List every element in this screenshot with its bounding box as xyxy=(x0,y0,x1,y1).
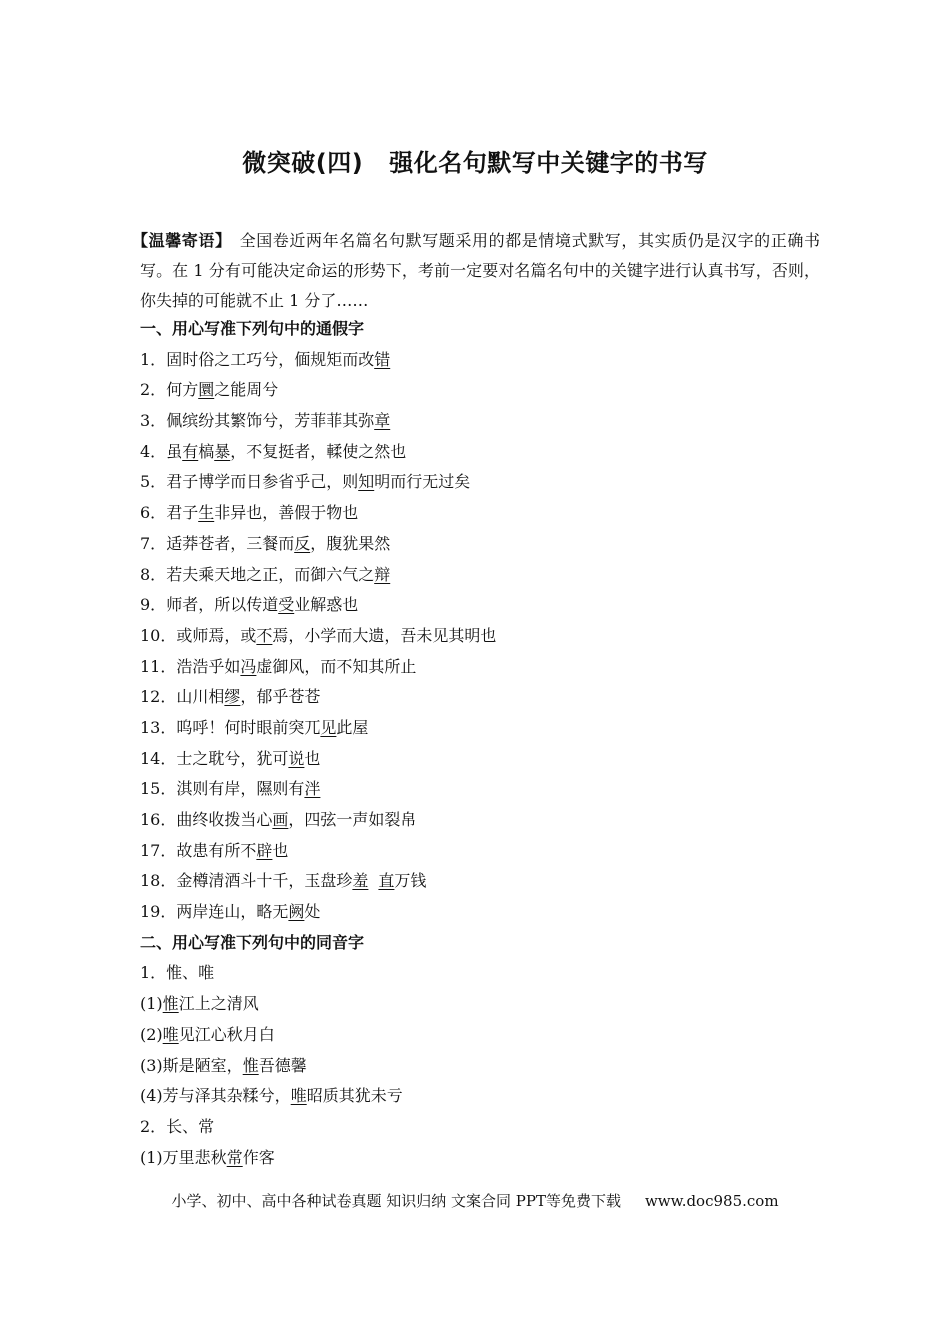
key-character: 章 xyxy=(374,411,391,431)
item-text: 金樽清酒斗十千，玉盘珍 xyxy=(176,871,353,891)
list-item xyxy=(140,682,820,713)
key-character: 圜 xyxy=(198,380,215,400)
item-number: 8． xyxy=(140,564,167,584)
key-character: 知 xyxy=(358,472,375,492)
item-number: 4． xyxy=(140,441,167,461)
item-text: ，腹犹果然 xyxy=(310,533,391,553)
page-title xyxy=(0,143,950,183)
key-character: 说 xyxy=(288,748,305,768)
item-text: 君子博学而日参省乎己，则 xyxy=(166,472,359,492)
group-label: 2．长、常 xyxy=(140,1116,215,1136)
key-character: 缪 xyxy=(224,687,241,707)
item-text: 非异也，善假于物也 xyxy=(214,503,359,523)
list-item xyxy=(140,590,820,621)
item-number: 3． xyxy=(140,411,167,431)
list-item xyxy=(140,744,820,775)
item-text: 作客 xyxy=(242,1147,275,1167)
item-text: 焉，小学而大遗，吾未见其明也 xyxy=(272,625,497,645)
list-item xyxy=(140,406,820,437)
item-text: 也 xyxy=(304,748,321,768)
item-number: 13． xyxy=(140,717,177,737)
item-text: 此屋 xyxy=(336,717,369,737)
section-1-heading: 一、用心写准下列句中的通假字 xyxy=(140,319,365,338)
key-character: 阙 xyxy=(288,902,305,922)
list-item xyxy=(140,437,820,468)
key-character: 生 xyxy=(198,503,215,523)
item-number: 5． xyxy=(140,472,167,492)
item-text: 佩缤纷其繁饰兮，芳菲菲其弥 xyxy=(166,411,375,431)
key-character: 辩 xyxy=(374,564,391,584)
key-character: 直 xyxy=(378,871,395,891)
list-item xyxy=(140,836,820,867)
item-text: 之能周兮 xyxy=(214,380,279,400)
item-number: 9． xyxy=(140,595,167,615)
item-text: 何方 xyxy=(166,380,199,400)
key-character: 见 xyxy=(320,717,337,737)
key-character: 常 xyxy=(226,1147,243,1167)
item-text: 昭质其犹未亏 xyxy=(306,1086,403,1106)
item-text: ，四弦一声如裂帛 xyxy=(288,810,417,829)
item-number: 14． xyxy=(140,748,177,768)
item-text: 士之耽兮，犹可 xyxy=(176,748,289,768)
item-text: 淇则有岸，隰则有 xyxy=(176,779,305,799)
key-character: 不 xyxy=(256,625,273,645)
item-text: 万钱 xyxy=(394,871,427,891)
list-item xyxy=(140,805,820,836)
item-text: 处 xyxy=(304,902,321,922)
exercise-list xyxy=(140,314,820,1173)
item-number: 10． xyxy=(140,625,177,645)
list-item xyxy=(140,1051,820,1082)
item-text: 江上之清风 xyxy=(178,994,259,1014)
tip-label: 【温馨寄语】 xyxy=(132,231,232,250)
item-text: 两岸连山，略无 xyxy=(176,902,289,922)
item-text: 曲终收拨当心 xyxy=(176,810,273,829)
item-number: (1) xyxy=(140,994,163,1014)
item-text: 槁 xyxy=(198,441,215,461)
item-number: (3) xyxy=(140,1055,163,1075)
group-label: 1．惟、唯 xyxy=(140,963,215,983)
item-text: ，郁乎苍苍 xyxy=(240,687,321,707)
item-text: 若夫乘天地之正，而御六气之 xyxy=(166,564,375,584)
item-text: 故患有所不 xyxy=(176,840,257,860)
list-item xyxy=(140,989,820,1020)
item-text: 见江心秋月白 xyxy=(178,1024,275,1044)
footer-website: www.doc985.com xyxy=(644,1192,779,1210)
list-item xyxy=(140,1143,820,1174)
item-number: 11． xyxy=(140,656,177,676)
key-character: 辟 xyxy=(256,840,273,860)
item-text: 斯是陋室， xyxy=(162,1055,243,1075)
tip-text: 全国卷近两年名篇名句默写题采用的都是情境式默写，其实质仍是汉字的正确书写。在 1 分有可能决定命运的形势下，考前一定要对名篇名句中的关键字进行认真书写，否则，你失掉的可能就不止 1 分了…… xyxy=(140,231,820,310)
item-text: ，不复挺者，輮使之然也 xyxy=(230,441,407,461)
key-character: 唯 xyxy=(162,1024,179,1044)
item-text: 吾德馨 xyxy=(258,1055,307,1075)
item-number: 12． xyxy=(140,687,177,707)
title-part-2: 强化名句默写中关键字的书写 xyxy=(389,149,708,177)
item-number: 18． xyxy=(140,871,177,891)
item-number: 7． xyxy=(140,533,167,553)
item-text: 浩浩乎如 xyxy=(176,656,241,676)
key-character: 暴 xyxy=(214,441,231,461)
list-item xyxy=(140,713,820,744)
list-item xyxy=(140,1081,820,1112)
item-number: 6． xyxy=(140,503,167,523)
item-text: 虽 xyxy=(166,441,183,461)
page-footer xyxy=(0,1188,950,1214)
key-character: 唯 xyxy=(290,1086,307,1106)
item-text: 适莽苍者，三餐而 xyxy=(166,533,295,553)
item-text: 固时俗之工巧兮，偭规矩而改 xyxy=(166,349,375,369)
list-item xyxy=(140,652,820,683)
key-character: 羞 xyxy=(352,871,369,891)
item-text: 芳与泽其杂糅兮， xyxy=(162,1086,291,1106)
list-item xyxy=(140,897,820,928)
key-character: 泮 xyxy=(304,779,321,799)
list-item xyxy=(140,1020,820,1051)
list-item xyxy=(140,866,820,897)
item-text: 也 xyxy=(272,840,289,860)
list-item xyxy=(140,774,820,805)
item-number: (1) xyxy=(140,1147,163,1167)
item-number: 19． xyxy=(140,902,177,922)
tip-paragraph xyxy=(132,226,820,316)
key-character: 画 xyxy=(272,810,289,829)
key-character: 惟 xyxy=(162,994,179,1014)
item-text: 山川相 xyxy=(176,687,225,707)
footer-text: 小学、初中、高中各种试卷真题 知识归纳 文案合同 PPT等免费下载 xyxy=(171,1192,621,1210)
key-character: 冯 xyxy=(240,656,257,676)
item-text: 或师焉，或 xyxy=(176,625,257,645)
list-item xyxy=(140,621,820,652)
key-character: 受 xyxy=(278,595,295,615)
item-number: 16． xyxy=(140,810,177,829)
title-part-1: 微突破(四) xyxy=(242,149,364,177)
key-character: 错 xyxy=(374,349,391,369)
section-2-heading: 二、用心写准下列句中的同音字 xyxy=(140,932,365,952)
key-character: 有 xyxy=(182,441,199,461)
list-item xyxy=(140,560,820,591)
list-item xyxy=(140,345,820,376)
item-text: 师者，所以传道 xyxy=(166,595,279,615)
key-character: 反 xyxy=(294,533,311,553)
key-character: 惟 xyxy=(242,1055,259,1075)
item-text: 明而行无过矣 xyxy=(374,472,471,492)
item-text: 君子 xyxy=(166,503,199,523)
item-number: 1． xyxy=(140,349,167,369)
item-number: (2) xyxy=(140,1024,163,1044)
item-text: 业解惑也 xyxy=(294,595,359,615)
list-item xyxy=(140,498,820,529)
item-number: 15． xyxy=(140,779,177,799)
list-item xyxy=(140,529,820,560)
item-text: 万里悲秋 xyxy=(162,1147,227,1167)
item-number: 2． xyxy=(140,380,167,400)
list-item xyxy=(140,467,820,498)
item-number: 17． xyxy=(140,840,177,860)
item-text: 虚御风，而不知其所止 xyxy=(256,656,417,676)
list-item xyxy=(140,375,820,406)
item-number: (4) xyxy=(140,1086,163,1106)
item-text: 呜呼！何时眼前突兀 xyxy=(176,717,321,737)
